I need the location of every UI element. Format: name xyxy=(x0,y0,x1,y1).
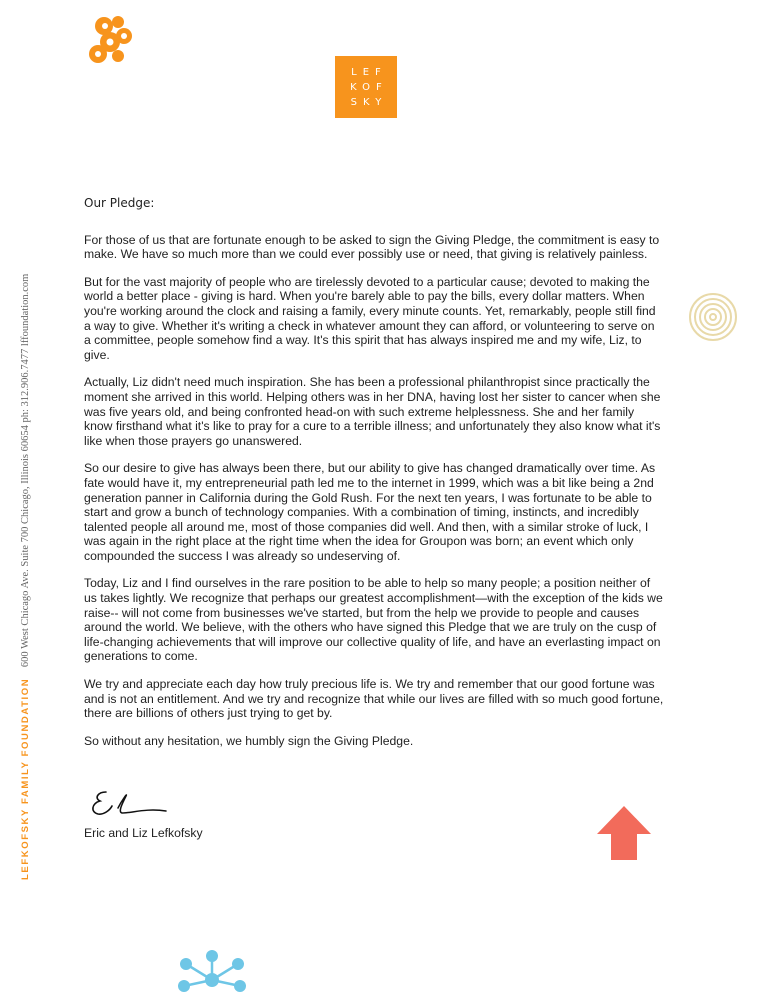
foundation-address: 600 West Chicago Ave. Suite 700 Chicago, Illinois 60654 ph: 312.906.7477 lffoundation.com xyxy=(20,273,31,668)
logo-row: KOF xyxy=(350,81,388,93)
letter-paragraph: But for the vast majority of people who are tirelessly devoted to a particular cause; devoted to making the world a better place - giving is hard. When you're barely able to pay the bills, every dollar matters. When you're working around the clock and raising a family, every minute counts. Yet, remarkably, people still find a way to give. Whether it's writing a check in whatever amount they can afford, or volunteering to serve on a committee, people somehow find a way. It's this spirit that has always inspired me and my wife, Liz, to give. xyxy=(84,274,656,362)
up-arrow-icon xyxy=(597,806,651,860)
concentric-rings-icon xyxy=(688,292,738,342)
orange-swirl-icon xyxy=(84,12,140,68)
letter-paragraph: For those of us that are fortunate enough to be asked to sign the Giving Pledge, the commitment is easy to make. We have so much more than we could ever possibly use or need, that giving is relatively painless. xyxy=(84,232,660,262)
letter-paragraph: So without any hesitation, we humbly sign the Giving Pledge. xyxy=(84,733,414,748)
logo-row: LEF xyxy=(351,66,387,78)
letter-greeting: Our Pledge: xyxy=(84,196,155,210)
letter-paragraph: Actually, Liz didn't need much inspiration. She has been a professional philanthropist since practically the moment she arrived in this world. Helping others was in her DNA, having lost her sister to cancer when she was five years old, and being confronted head-on with such extreme helplessness. She and her family know firsthand what it's like to pray for a cure to a terrible illness; and unfortunately they also know what it's like when those prayers go unanswered. xyxy=(84,375,661,448)
letter-body xyxy=(84,196,664,761)
sidebar-letterhead xyxy=(20,274,31,880)
signer-name: Eric and Liz Lefkofsky xyxy=(84,826,203,840)
letter-paragraph: So our desire to give has always been there, but our ability to give has changed dramatically over time. As fate would have it, my entrepreneurial path led me to the internet in 1999, which was a bit like being a 2nd generation panner in California during the Gold Rush. For the next ten years, I was fortunate to be able to start and grow a bunch of technology companies. With a combination of timing, instincts, and incredibly talented people all around me, most of those companies did well. And then, with a similar stroke of luck, I was again in the right place at the right time when the idea for Groupon was born; an event which only compounded the success I was already so undeserving of. xyxy=(84,461,656,563)
letter-paragraph: Today, Liz and I find ourselves in the rare position to be able to help so many people; a position neither of us takes lightly. We recognize that perhaps our greatest accomplishment—with the exception of the kids we raise-- will not come from businesses we've started, but from the help we provide to people and causes around the world. We believe, with the others who have signed this Pledge that we are truly on the cusp of life-changing achievements that will improve our collective quality of life, and have an everlasting impact on generations to come. xyxy=(84,576,663,664)
handwritten-signature xyxy=(88,786,178,822)
molecule-icon xyxy=(172,946,252,994)
foundation-name: LEFKOFSKY FAMILY FOUNDATION xyxy=(20,677,31,880)
lefkofsky-logo xyxy=(335,56,397,118)
letter-paragraph: We try and appreciate each day how truly precious life is. We try and remember that our good fortune was and is not an entitlement. And we try and recognize that while our lives are filled with so much good fortune, there are billions of others just trying to get by. xyxy=(84,677,664,721)
logo-row: SKY xyxy=(350,96,388,108)
